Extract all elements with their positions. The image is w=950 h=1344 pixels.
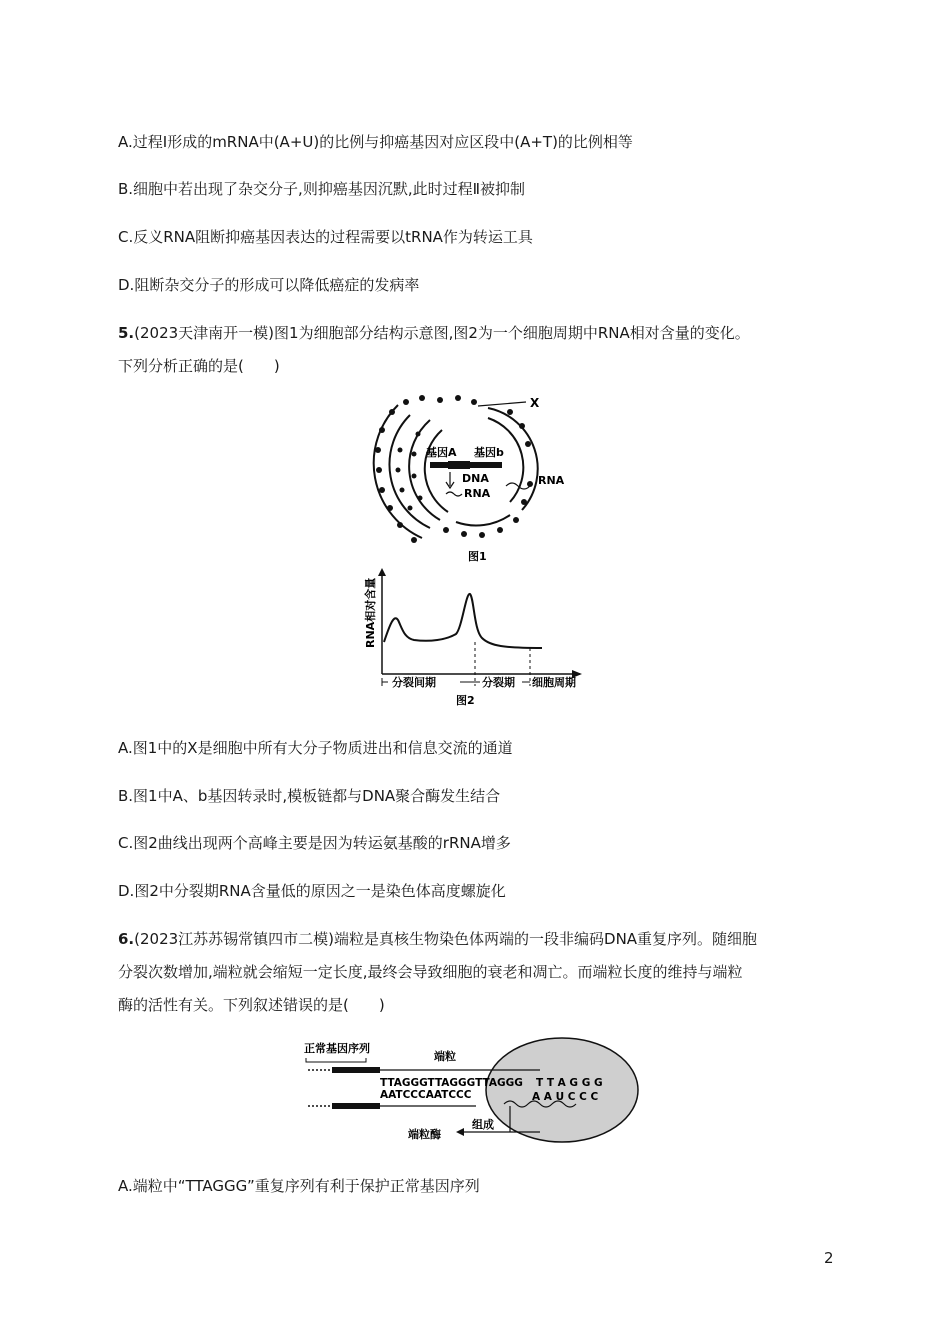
q5-option-b: B.图1中A、b基因转录时,模板链都与DNA聚合酶发生结合 (118, 787, 501, 805)
envelope-bottom (456, 515, 510, 525)
fig2-ylabel: RNA相对含量 (364, 577, 377, 648)
q6-stem-text: (2023江苏苏锡常镇四市二模)端粒是真核生物染色体两端的一段非编码DNA重复序列。随细胞 (134, 930, 758, 948)
fig6-normal-seq: 正常基因序列 (304, 1042, 370, 1055)
fig1-caption: 图1 (468, 550, 487, 563)
q5-figure1 (370, 390, 590, 570)
nuclear-envelope-inner (425, 430, 448, 512)
envelope-right-outer (488, 408, 538, 510)
q5-option-c: C.图2曲线出现两个高峰主要是因为转运氨基酸的rRNA增多 (118, 834, 511, 852)
fig1-gene-a: 基因A (426, 446, 457, 459)
q5-stem-text: (2023天津南开一模)图1为细胞部分结构示意图,图2为一个细胞周期中RNA相对含量的变化。 (134, 324, 750, 342)
q6-stem-line2: 分裂次数增加,端粒就会缩短一定长度,最终会导致细胞的衰老和凋亡。而端粒长度的维持与端粒 (118, 963, 743, 981)
q5-option-d: D.图2中分裂期RNA含量低的原因之一是染色体高度螺旋化 (118, 882, 506, 900)
q5-stem-line1 (118, 323, 750, 343)
q4-option-d: D.阻断杂交分子的形成可以降低癌症的发病率 (118, 276, 420, 294)
telomerase-ellipse (486, 1038, 638, 1142)
page-number: 2 (824, 1249, 834, 1267)
fig6-telomere: 端粒 (434, 1050, 456, 1063)
fig2-mitosis: 分裂期 (482, 676, 515, 689)
q6-stem-line3: 酶的活性有关。下列叙述错误的是( ) (118, 996, 385, 1014)
fig2-cycle: 细胞周期 (532, 676, 576, 689)
fig1-rna-inner: RNA (464, 487, 491, 500)
fig1-label-x: X (530, 396, 540, 410)
envelope-right-inner (488, 418, 523, 502)
q5-figure2 (358, 562, 598, 712)
q6-stem-line1 (118, 929, 757, 949)
rna-curve (384, 594, 542, 648)
fig1-dna: DNA (462, 472, 489, 485)
fig6-bottom-strand: AATCCCAATCCC (380, 1089, 472, 1101)
q4-option-a: A.过程Ⅰ形成的mRNA中(A+U)的比例与抑癌基因对应区段中(A+T)的比例相等 (118, 133, 633, 151)
fig2-interphase: 分裂间期 (392, 676, 436, 689)
q5-number: 5. (118, 324, 135, 342)
fig6-rna-template: A A U C C C (532, 1091, 599, 1103)
q6-figure (300, 1034, 640, 1144)
fig6-telomerase: 端粒酶 (408, 1128, 441, 1141)
fig6-top-extra: T T A G G G (536, 1077, 603, 1089)
fig1-gene-b: 基因b (474, 446, 504, 459)
q5-option-a: A.图1中的X是细胞中所有大分子物质进出和信息交流的通道 (118, 739, 513, 757)
q5-stem-line2: 下列分析正确的是( ) (118, 357, 280, 375)
fig6-top-strand: TTAGGGTTAGGGTTAGGG (380, 1077, 523, 1089)
fig1-rna-outer: RNA (538, 474, 565, 487)
q6-number: 6. (118, 930, 135, 948)
q6-option-a: A.端粒中“TTAGGG”重复序列有利于保护正常基因序列 (118, 1177, 480, 1195)
q4-option-c: C.反义RNA阻断抑癌基因表达的过程需要以tRNA作为转运工具 (118, 228, 533, 246)
q4-option-b: B.细胞中若出现了杂交分子,则抑癌基因沉默,此时过程Ⅱ被抑制 (118, 180, 525, 198)
fig2-caption: 图2 (456, 694, 475, 707)
fig6-compose: 组成 (472, 1118, 494, 1131)
